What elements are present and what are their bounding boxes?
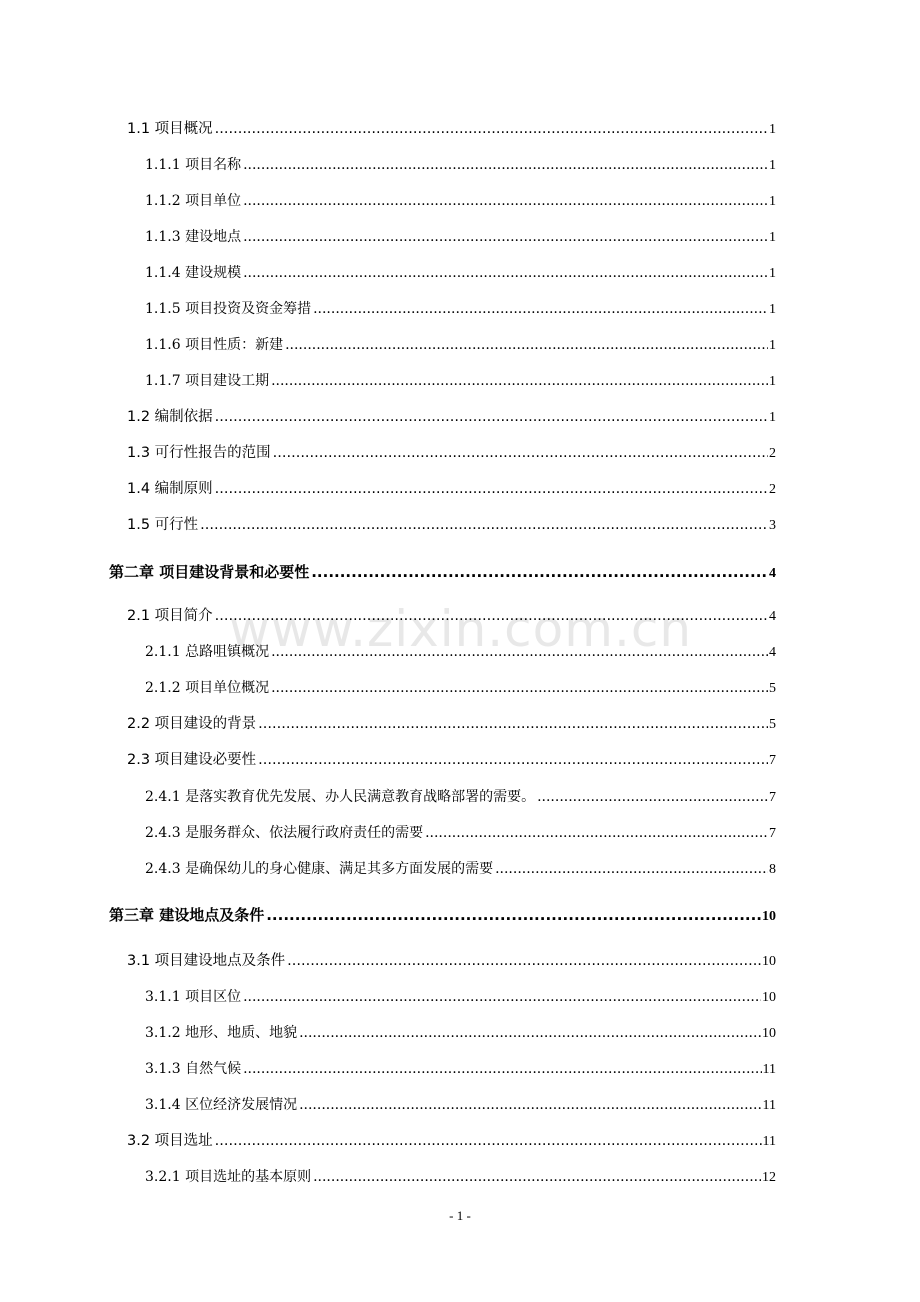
toc-entry[interactable]	[109, 562, 776, 582]
toc-entry-label: 2.2 项目建设的背景	[127, 716, 257, 732]
toc-entry-label: 1.1.7 项目建设工期	[145, 373, 270, 389]
toc-entry-label: 1.3 可行性报告的范围	[127, 445, 271, 461]
toc-entry[interactable]	[145, 263, 776, 283]
toc-entry[interactable]	[145, 299, 776, 319]
toc-entry-label: 第三章 建设地点及条件	[109, 906, 265, 924]
toc-entry-label: 1.1.5 项目投资及资金筹措	[145, 301, 312, 317]
toc-entry[interactable]	[127, 951, 776, 971]
toc-leader-dots	[287, 951, 761, 971]
toc-entry-label: 2.4.3 是服务群众、依法履行政府责任的需要	[145, 825, 424, 841]
toc-entry-page-number: 1	[769, 338, 776, 353]
toc-entry-page-number: 1	[769, 194, 776, 209]
toc-entry-page-number: 10	[762, 954, 776, 969]
toc-leader-dots	[258, 714, 768, 734]
toc-entry[interactable]	[127, 407, 776, 427]
toc-entry[interactable]	[145, 859, 776, 879]
toc-leader-dots	[271, 678, 768, 698]
toc-entry-page-number: 1	[769, 302, 776, 317]
toc-leader-dots	[313, 299, 768, 319]
toc-entry[interactable]	[127, 515, 776, 535]
toc-leader-dots	[258, 750, 768, 770]
toc-entry-page-number: 1	[769, 230, 776, 245]
toc-entry-page-number: 1	[769, 374, 776, 389]
toc-entry[interactable]	[145, 155, 776, 175]
toc-leader-dots	[215, 1131, 762, 1151]
toc-entry-label: 2.1.2 项目单位概况	[145, 680, 270, 696]
toc-entry-label: 1.1.6 项目性质：新建	[145, 337, 284, 353]
toc-entry-label: 3.1.2 地形、地质、地貌	[145, 1025, 298, 1041]
toc-entry[interactable]	[145, 642, 776, 662]
toc-entry-label: 1.4 编制原则	[127, 481, 213, 497]
toc-entry-page-number: 11	[762, 1134, 776, 1149]
toc-entry[interactable]	[127, 1131, 776, 1151]
toc-entry[interactable]	[145, 371, 776, 391]
toc-leader-dots	[243, 1059, 761, 1079]
toc-entry-page-number: 4	[769, 609, 776, 624]
toc-entry-label: 3.1.4 区位经济发展情况	[145, 1097, 298, 1113]
toc-entry-page-number: 10	[762, 1026, 776, 1041]
toc-leader-dots	[311, 562, 768, 582]
toc-leader-dots	[495, 859, 768, 879]
toc-leader-dots	[271, 642, 768, 662]
toc-entry-label: 2.3 项目建设必要性	[127, 752, 257, 768]
toc-entry-label: 3.1.3 自然气候	[145, 1061, 242, 1077]
toc-entry[interactable]	[127, 119, 776, 139]
toc-entry-page-number: 7	[769, 753, 776, 768]
toc-entry-page-number: 7	[769, 790, 776, 805]
toc-leader-dots	[299, 1095, 761, 1115]
toc-entry[interactable]	[145, 1059, 776, 1079]
toc-entry[interactable]	[127, 606, 776, 626]
toc-entry[interactable]	[127, 750, 776, 770]
toc-entry-page-number: 4	[769, 645, 776, 660]
toc-leader-dots	[243, 227, 768, 247]
toc-leader-dots	[299, 1023, 761, 1043]
page-footer-number: - 1 -	[449, 1208, 471, 1223]
toc-entry-page-number: 4	[769, 566, 776, 581]
toc-entry-label: 3.1.1 项目区位	[145, 989, 242, 1005]
toc-entry-page-number: 5	[769, 681, 776, 696]
toc-entry[interactable]	[127, 443, 776, 463]
toc-entry-label: 3.2.1 项目选址的基本原则	[145, 1169, 312, 1185]
toc-leader-dots	[200, 515, 768, 535]
toc-entry-page-number: 1	[769, 266, 776, 281]
toc-entry[interactable]	[109, 905, 776, 925]
toc-entry[interactable]	[145, 678, 776, 698]
toc-leader-dots	[271, 371, 768, 391]
toc-leader-dots	[243, 987, 761, 1007]
toc-entry-page-number: 1	[769, 122, 776, 137]
toc-leader-dots	[285, 335, 768, 355]
toc-entry-page-number: 1	[769, 410, 776, 425]
toc-entry-label: 1.5 可行性	[127, 517, 199, 533]
toc-entry-label: 第二章 项目建设背景和必要性	[109, 563, 310, 581]
toc-entry[interactable]	[145, 227, 776, 247]
toc-leader-dots	[273, 443, 768, 463]
toc-leader-dots	[215, 407, 768, 427]
toc-entry-label: 2.1 项目简介	[127, 608, 213, 624]
toc-leader-dots	[266, 905, 761, 925]
toc-entry[interactable]	[145, 987, 776, 1007]
toc-entry-label: 1.1.3 建设地点	[145, 229, 242, 245]
toc-entry-page-number: 3	[769, 518, 776, 533]
toc-entry-label: 2.4.3 是确保幼儿的身心健康、满足其多方面发展的需要	[145, 861, 494, 877]
toc-entry-page-number: 1	[769, 158, 776, 173]
toc-leader-dots	[243, 263, 768, 283]
toc-entry[interactable]	[145, 823, 776, 843]
toc-entry-page-number: 8	[769, 862, 776, 877]
toc-entry-label: 1.1 项目概况	[127, 121, 213, 137]
toc-entry-label: 1.1.2 项目单位	[145, 193, 242, 209]
toc-entry[interactable]	[145, 1095, 776, 1115]
toc-entry[interactable]	[145, 1167, 776, 1187]
toc-leader-dots	[243, 191, 768, 211]
toc-leader-dots	[215, 606, 768, 626]
toc-entry-label: 1.1.1 项目名称	[145, 157, 242, 173]
toc-entry-page-number: 11	[762, 1098, 776, 1113]
toc-entry[interactable]	[145, 191, 776, 211]
toc-entry-label: 1.2 编制依据	[127, 409, 213, 425]
toc-entry-page-number: 2	[769, 482, 776, 497]
toc-entry[interactable]	[145, 787, 776, 807]
toc-entry-page-number: 7	[769, 826, 776, 841]
toc-entry-page-number: 10	[762, 909, 776, 924]
toc-leader-dots	[215, 119, 768, 139]
toc-leader-dots	[215, 479, 768, 499]
toc-leader-dots	[313, 1167, 761, 1187]
toc-entry-page-number: 2	[769, 446, 776, 461]
toc-entry-page-number: 11	[762, 1062, 776, 1077]
toc-entry-label: 3.2 项目选址	[127, 1133, 213, 1149]
toc-entry-page-number: 5	[769, 717, 776, 732]
toc-leader-dots	[243, 155, 768, 175]
toc-leader-dots	[537, 787, 768, 807]
toc-entry-page-number: 12	[762, 1170, 776, 1185]
toc-entry-label: 3.1 项目建设地点及条件	[127, 953, 286, 969]
watermark: www.zixin.com.cn	[229, 600, 693, 658]
toc-entry-label: 2.1.1 总路咀镇概况	[145, 644, 270, 660]
toc-entry[interactable]	[145, 335, 776, 355]
toc-leader-dots	[425, 823, 768, 843]
toc-entry-label: 2.4.1 是落实教育优先发展、办人民满意教育战略部署的需要。	[145, 789, 536, 805]
toc-entry-page-number: 10	[762, 990, 776, 1005]
toc-entry[interactable]	[127, 714, 776, 734]
toc-entry-label: 1.1.4 建设规模	[145, 265, 242, 281]
toc-entry[interactable]	[127, 479, 776, 499]
toc-entry[interactable]	[145, 1023, 776, 1043]
